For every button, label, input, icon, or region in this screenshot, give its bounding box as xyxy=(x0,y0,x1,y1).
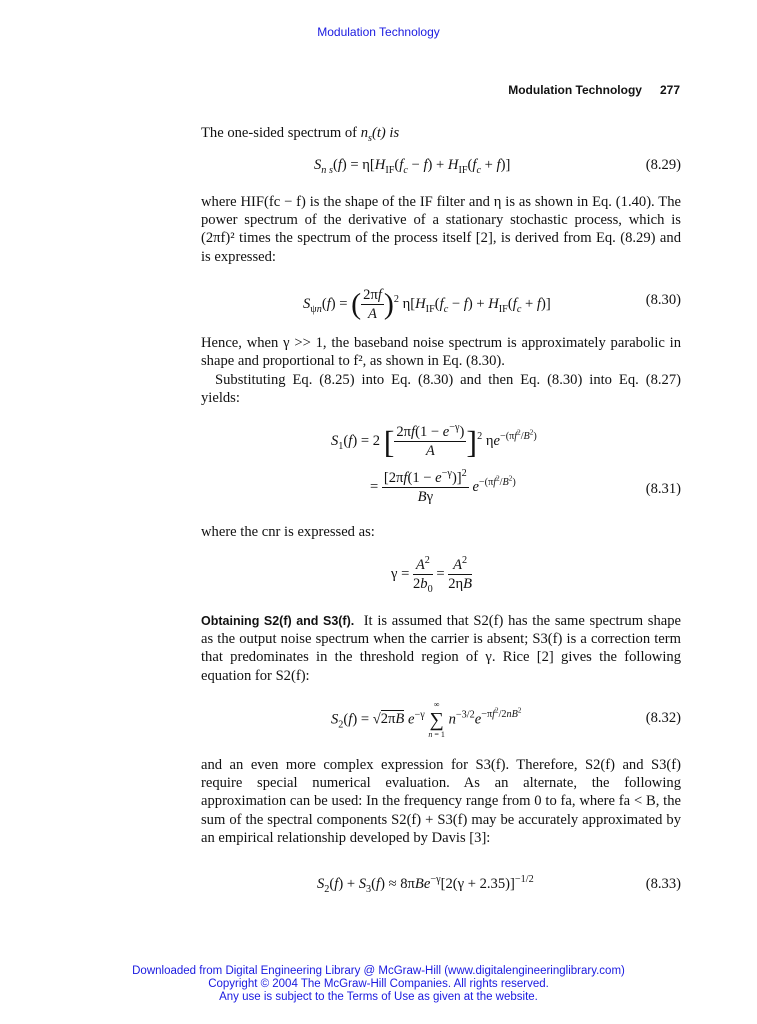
page-number: 277 xyxy=(659,83,680,97)
equation-8-29 xyxy=(201,157,681,181)
paragraph-alternate: and an even more complex expression for S3(f). Therefore, S2(f) and S3(f) require special numerical evaluation. As an alternate, the following approximation can be used: In the frequency range from 0 to fa, where fa < B, the sum of the spectral components S2(f) + S3(f) may be accurately approximated by an empirical relationship developed by Davis [3]: xyxy=(201,757,681,846)
equation-gamma xyxy=(201,556,681,596)
footer xyxy=(0,965,757,1004)
equation-8-32-body: $S_2(f) = √2\pi B$ $e^{-\gamma}$ ∞ ∑ n = 1 $n^{-3/2}e^{-\pi f^2/2nB^2}$ xyxy=(331,700,522,739)
paragraph-substituting: Substituting Eq. (8.25) into Eq. (8.30) and then Eq. (8.30) into Eq. (8.27) yields: xyxy=(201,372,681,407)
intro-text: The one-sided spectrum of xyxy=(201,125,358,141)
equation-number: (8.30) xyxy=(645,292,681,308)
equation-number: (8.33) xyxy=(645,876,681,892)
running-head xyxy=(480,83,680,97)
equation-8-30-body: $S_{\psi n}(f)$ = ( $\frac{2\pi f}{A}$ )$^2$ $\eta[H_{IF}(f_c - f) + H_{IF}(f_c + f)]$ xyxy=(303,287,551,322)
section-heading: Obtaining S2(f) and S3(f). xyxy=(201,614,355,628)
intro-tail: (t) is xyxy=(371,125,400,141)
paragraph-obtaining xyxy=(201,612,681,685)
obtaining-text: It is assumed that S2(f) has the same spectrum shape as the output noise spectrum when the carrier is absent; S3(f) is a correction term that predominates in the threshold region of γ. Rice [2] gives the following equation for S2(f): xyxy=(201,613,681,684)
equation-8-31-line1: $S_1(f) = 2$ [ $\frac{2\pi f(1 - e^{-\gamma})}{A}$ ]$^2$ $\eta e^{-(\pi f^2/B^2)}$ xyxy=(331,422,537,460)
equation-8-33-body: $S_2(f) + S_3(f) \approx 8\pi Be^{-\gamma}[2(\gamma + 2.35)]^{-1/2}$ xyxy=(317,874,534,895)
equation-gamma-body: γ = $\frac{A^2}{2b_0}$ = $\frac{A^2}{2\eta B}$ xyxy=(391,555,473,595)
footer-terms-link[interactable]: Any use is subject to the Terms of Use as given at the website. xyxy=(219,991,538,1003)
paragraph-intro: The one-sided spectrum of $n_s(t)$ is xyxy=(201,125,400,144)
paragraph-power-spectrum: where HIF(fc − f) is the shape of the IF filter and η is as shown in Eq. (1.40). The power spectrum of the derivative of a stationary stochastic process, which is (2πf)² times the spectrum of the process itself [2], is derived from Eq. (8.29) and is expressed: xyxy=(201,194,681,265)
footer-copyright: Copyright © 2004 The McGraw-Hill Companies. All rights reserved. xyxy=(208,978,549,990)
equation-number: (8.32) xyxy=(645,710,681,726)
equation-8-31 xyxy=(201,423,681,513)
paragraph-cnr: where the cnr is expressed as: xyxy=(201,524,375,540)
footer-download-link[interactable]: Downloaded from Digital Engineering Library @ McGraw-Hill (www.digitalengineeringlibrary.com) xyxy=(132,965,625,977)
equation-number: (8.31) xyxy=(645,481,681,497)
running-head-title: Modulation Technology xyxy=(508,83,642,97)
equation-8-30 xyxy=(201,284,681,324)
equation-number: (8.29) xyxy=(645,157,681,173)
equation-8-32 xyxy=(201,700,681,740)
equation-8-29-body: $S_{n s}(f) = \eta[H_{IF}(f_c - f) + H_{IF}(f_c + f)]$ xyxy=(314,157,511,176)
equation-8-31-line2: = $\frac{[2\pi f(1 - e^{-\gamma})]^2}{B\gamma}$ $e^{-(\pi f^2/B^2)}$ xyxy=(370,468,516,505)
top-link[interactable]: Modulation Technology xyxy=(317,25,440,39)
paragraph-baseband: Hence, when γ >> 1, the baseband noise spectrum is approximately parabolic in shape and proportional to f², as shown in Eq. (8.30). xyxy=(201,335,681,370)
equation-8-33 xyxy=(201,876,681,900)
